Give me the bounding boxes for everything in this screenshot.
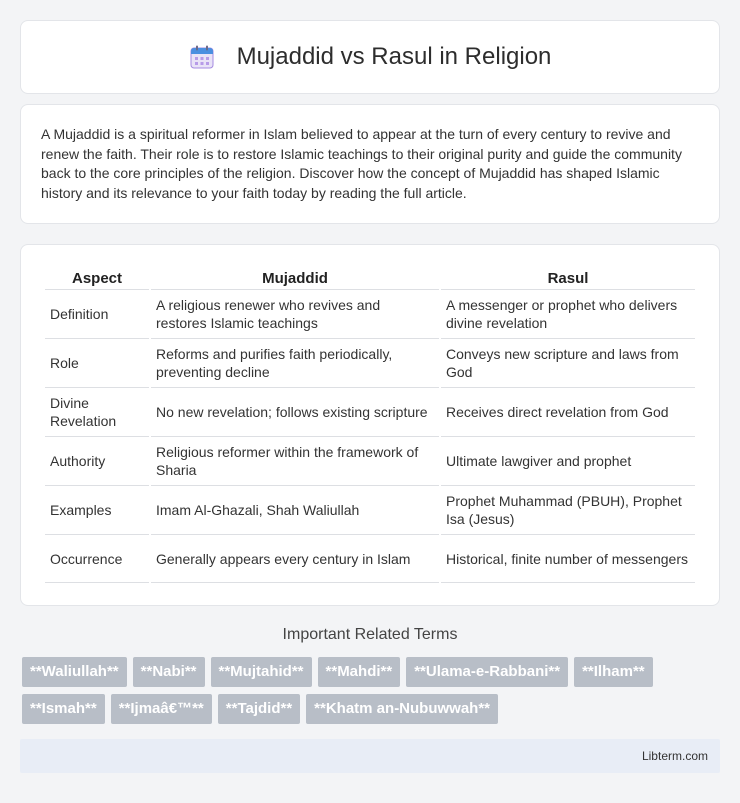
related-terms-list [22,657,722,724]
cell-aspect: Divine Revelation [45,387,149,436]
cell-aspect: Definition [45,289,149,338]
cell-mujaddid: Reforms and purifies faith periodically, preventing decline [151,338,439,387]
page-title: Mujaddid vs Rasul in Religion [236,43,552,70]
related-term-tag[interactable]: **Waliullah** [22,657,127,687]
cell-aspect: Examples [45,485,149,534]
related-term-tag[interactable]: **Ilham** [574,657,653,687]
related-term-tag[interactable]: **Ulama-e-Rabbani** [406,657,568,687]
header-aspect: Aspect [71,269,123,287]
related-term-tag[interactable]: **Khatm an-Nubuwwah** [306,694,498,724]
comparison-table-card [20,244,720,606]
calendar-icon [189,44,215,70]
related-term-tag[interactable]: **Ismah** [22,694,105,724]
cell-mujaddid: No new revelation; follows existing scripture [151,387,439,436]
cell-aspect: Role [45,338,149,387]
comparison-table [43,263,697,583]
cell-mujaddid: A religious renewer who revives and restores Islamic teachings [151,289,439,338]
cell-mujaddid: Religious reformer within the framework of Sharia [151,436,439,485]
table-row [45,338,695,387]
cell-mujaddid: Imam Al-Ghazali, Shah Waliullah [151,485,439,534]
related-term-tag[interactable]: **Tajdid** [218,694,300,724]
footer-site-link[interactable]: Libterm.com [641,749,708,763]
cell-mujaddid: Generally appears every century in Islam [151,534,439,583]
cell-rasul: Historical, finite number of messengers [441,534,695,583]
cell-rasul: Receives direct revelation from God [441,387,695,436]
cell-rasul: Prophet Muhammad (PBUH), Prophet Isa (Jesus) [441,485,695,534]
table-row [45,485,695,534]
cell-rasul: Ultimate lawgiver and prophet [441,436,695,485]
intro-card [20,104,720,224]
header-rasul: Rasul [547,269,589,287]
header-card [20,20,720,94]
related-terms-title: Important Related Terms [282,626,458,643]
table-row [45,534,695,583]
related-term-tag[interactable]: **Mujtahid** [211,657,312,687]
intro-text: A Mujaddid is a spiritual reformer in Islam believed to appear at the turn of every century to revive and renew the faith. Their role is to restore Islamic teachings to their original purity and guide the community back to the core principles of the religion. Discover how the concept of Mujaddid has shaped Islamic history and its relevance to your faith today by reading the full article. [41,126,682,201]
cell-aspect: Authority [45,436,149,485]
cell-rasul: Conveys new scripture and laws from God [441,338,695,387]
related-term-tag[interactable]: **Mahdi** [318,657,401,687]
related-term-tag[interactable]: **Nabi** [133,657,205,687]
cell-aspect: Occurrence [45,534,149,583]
page-title-wrap [189,43,552,71]
table-header-row [45,263,695,289]
footer [20,739,720,773]
table-row [45,436,695,485]
header-mujaddid: Mujaddid [262,269,328,287]
related-term-tag[interactable]: **Ijmaâ€™** [111,694,212,724]
table-row [45,289,695,338]
table-row [45,387,695,436]
cell-rasul: A messenger or prophet who delivers divine revelation [441,289,695,338]
